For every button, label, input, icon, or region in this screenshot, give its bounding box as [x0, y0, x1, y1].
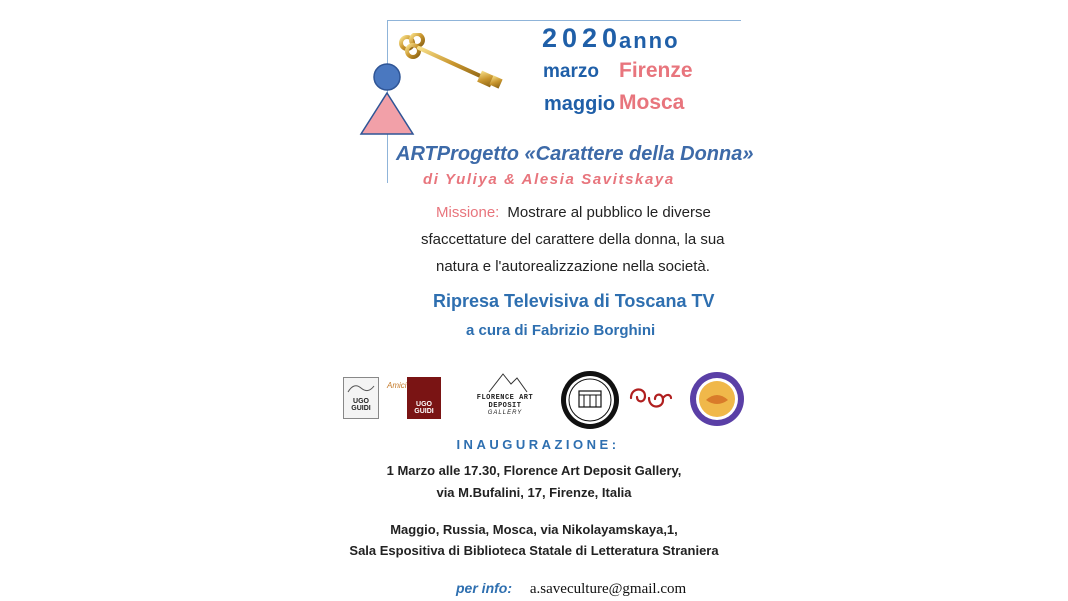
contact-row — [456, 580, 686, 598]
association-logo — [688, 370, 746, 428]
city-mosca: Mosca — [619, 91, 685, 114]
ugo-guidi-text: UGO GUIDI — [351, 398, 371, 412]
project-authors: di Yuliya & Alesia Savitskaya — [423, 171, 675, 188]
amici-guidi-text: UGO GUIDI — [414, 401, 434, 415]
contact-label: per info: — [456, 580, 512, 596]
mountain-icon — [459, 370, 551, 394]
frame-top-line — [387, 20, 741, 21]
mission-text-1: Mostrare al pubblico le diverse — [507, 204, 711, 221]
month-maggio: maggio — [544, 93, 616, 115]
year-text: 2020 — [542, 23, 623, 53]
florence-art-deposit-logo — [459, 370, 551, 416]
tv-curator: a cura di Fabrizio Borghini — [466, 322, 656, 339]
inauguration-line-1: 1 Marzo alle 17.30, Florence Art Deposit Gallery, — [386, 463, 682, 478]
fad-sub: GALLERY — [487, 410, 523, 416]
inauguration-line-2: via M.Bufalini, 17, Firenze, Italia — [436, 485, 632, 500]
tv-title: Ripresa Televisiva di Toscana TV — [433, 291, 715, 311]
mission-line-2: sfaccettature del carattere della donna, la sua — [421, 231, 725, 248]
mission-line-3: natura e l'autorealizzazione nella società. — [436, 258, 710, 275]
seal-logo — [559, 369, 621, 431]
project-title: ARTProgetto «Carattere della Donna» — [396, 143, 754, 165]
anno-text: anno — [619, 28, 680, 53]
inauguration-heading: INAUGURAZIONE: — [456, 437, 620, 452]
mission-line-1 — [436, 204, 711, 221]
contact-email[interactable]: a.saveculture@gmail.com — [529, 581, 687, 597]
mission-label: Missione: — [436, 204, 500, 221]
key-icon — [395, 33, 510, 93]
amici-text: Amici — [387, 381, 407, 390]
amici-ugo-guidi-logo — [387, 377, 441, 419]
sketch-icon — [344, 378, 378, 398]
city-firenze: Firenze — [619, 59, 693, 82]
inauguration-line-3: Maggio, Russia, Mosca, via Nikolayamskaya,1, — [390, 522, 678, 537]
fad-name: FLORENCE ART DEPOSIT — [476, 394, 534, 410]
inauguration-line-4: Sala Espositiva di Biblioteca Statale di Letteratura Straniera — [349, 543, 719, 558]
amici-badge — [407, 377, 441, 419]
month-marzo: marzo — [543, 61, 599, 82]
spiral-logo — [627, 381, 673, 415]
ugo-guidi-logo — [343, 377, 379, 419]
